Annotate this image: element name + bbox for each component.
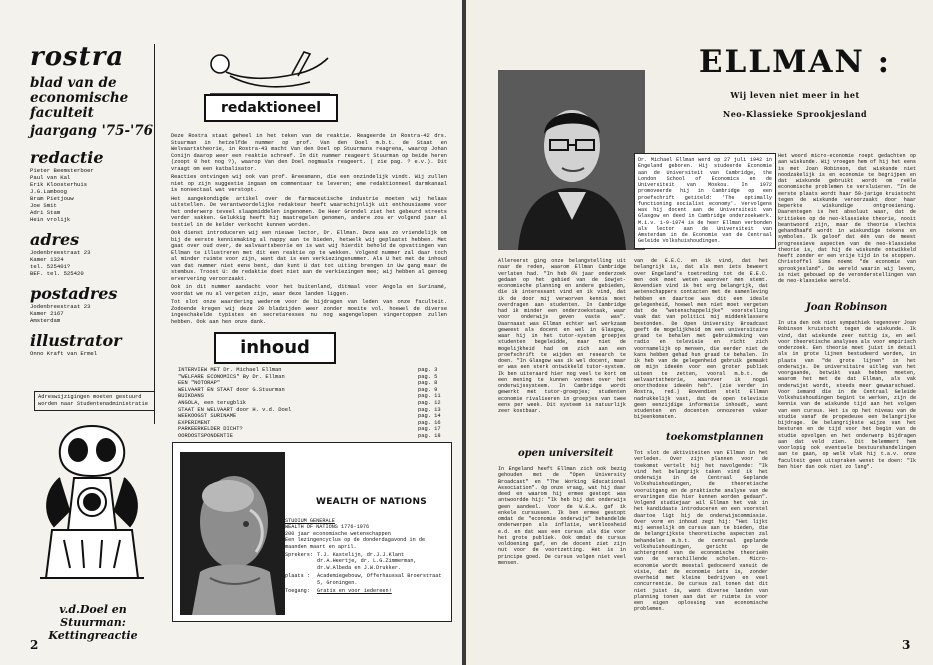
toc-entry[interactable]: "WELFARE ECONOMICS" By Dr. Ellman pag. 5 bbox=[178, 373, 438, 380]
postadres-block bbox=[30, 285, 154, 324]
right-page bbox=[466, 0, 933, 665]
column-3-top: Het woord micro-economie roept gedachten op aan wiskunde. Wij vroegen hem of hij het eens is met Joan Robinson, dat wiskunde niet noodzakelijk is en economie te begrijpen en dat wiskunde gebruikt wordt om reële economische problemen te versluieren. "In de eerste plaats wordt haar 50-jarige kruistocht tegen de wiskunde veroorzaakt door haar beperkte wiskundige ontgroeiening. Daarentegen is het absoluut waar, dat de kritieken op de neo-klassieke theorie, nooit beantwoord zijn, maar de theorie slechts gehandhaafd wordt in wiskundige tekens en symbolen. Ik geloof dat één van de meest progressieve aspecten van de neo-klassieke theorie is, dat hij de wiskunde ontwikkeld heeft zonder er een vrije tijd in te stoppen. Christoffel Sims noemt "de economie van sprookjesland". De wereld waarin wij leven, is niet gebouwd op de veronderstellingen van de neo-klassieke wereld. bbox=[778, 153, 916, 284]
page-number-right: 3 bbox=[902, 638, 911, 652]
adres-block bbox=[30, 231, 154, 277]
adres-line: Kamer 1324 bbox=[30, 256, 64, 263]
postadres-heading: postadres bbox=[30, 284, 118, 303]
redactie-block bbox=[30, 149, 154, 223]
masthead-title: rostra bbox=[30, 42, 125, 72]
won-subtitle: WEALTH OF NATIONS 1776-1976 bbox=[285, 524, 370, 531]
redactie-member: Adri Stam bbox=[30, 209, 61, 216]
redactie-heading: redactie bbox=[30, 148, 104, 167]
won-entry-label: Toegang: bbox=[285, 588, 310, 595]
article-subtitle bbox=[670, 86, 920, 124]
table-of-contents bbox=[178, 367, 448, 440]
redaktioneel-text bbox=[171, 133, 447, 325]
redaktioneel-paragraph: Reacties ontvingen wij ook van prof. Breesmann, die een onzindelijk vindt. Wij zullen niet op zijn suggestie ingaan om commentaar te leveren; eme redaktionneel darmkanaal is nonsectaal wat verstopt. bbox=[171, 174, 447, 193]
redactie-member: Erik Kloosterhuis bbox=[30, 181, 88, 188]
column-1-bottom: In Engeland heeft Ellman zich ook bezig gehouden met de "Open University Broadcast" en "The Working Educational Association". Op onze vraag, wat hij daar deed en waarom hij ermee gestopt was antwoordde hij: "Ik heb bij dat onderwijs geen aandeel. Voor de W.E.A. gaf ik enkele cursussen. Ik ben ermee gestopt omdat de "economie onderwijs" behandelde onderwerpen als inflatie, werkloosheid e.d. en dat was een cursus als die voor het grote publiek. Ook omdat de cursus voldoening gaf, en de docent ziet zijn nut voor de voortzetting. Het is in principe goed. De cursus volgen niet veel mensen. bbox=[498, 466, 626, 566]
redactie-member: Bram Pietjouw bbox=[30, 195, 74, 202]
cartoon-caption: v.d.Doel en Stuurman: Kettingreactie bbox=[48, 603, 138, 642]
adres-line: BEF. tel. 525420 bbox=[30, 270, 84, 277]
masthead-line: faculteit bbox=[30, 105, 94, 121]
won-place: Academiegebouw, Offerhaussal Broerstraat 5, Groningen. bbox=[317, 573, 442, 586]
redactie-member: Hein vrolijk bbox=[30, 216, 71, 223]
masthead-subtitle bbox=[30, 76, 154, 139]
redactie-member: Joe Smit bbox=[30, 202, 57, 209]
reclining-figure-illustration bbox=[200, 44, 340, 98]
won-speakers: T.J. Kastelijn, dr.J.J.Klant dr.A.Heertje, dr. L.G.Zimmerman, dr.W.Albeda en J.W.Drukker. bbox=[317, 552, 417, 571]
toc-entry[interactable]: EXPERIMENT pag. 16 bbox=[178, 419, 441, 426]
adres-line: tel. 525401? bbox=[30, 263, 71, 270]
masthead bbox=[30, 44, 154, 357]
redaktioneel-paragraph: Ook in dit nummer aandacht voor het buitenland, ditmaal voor Angola en Surinamé, voordat we nu al vergeten zijn, waar deze landen liggen. bbox=[171, 284, 447, 297]
postadres-line: Amsterdam bbox=[30, 317, 61, 324]
illustrator-heading: illustrator bbox=[30, 331, 122, 350]
illustrator-name: Onno Kraft van Ermel bbox=[30, 350, 98, 357]
won-entry: Gratis en voor iedereen! bbox=[317, 588, 392, 595]
column-3-bottom: In uta den ook niet sympathiek tegenover Joan Robinson kruistocht tegen de wiskunde. Ik vind, dat wiskunde zeer nuttig is, en wel voor theoretische analyses als voor empirisch onderzoek. Een theorie moet juist in detail als in grote lijnen bestudeerd worden, in plaats van "de grote lijnen" in het onderwijs. De universitaire uitleg van het voorgaande, betwikt vaak hebben moeten, waarom het met de dat Ellman, als vak onderwijst wordt, steeds meer gewaarschuwd. Voor iemand die in de Centraal Geleide Volkshuishoudingen begint te werken, zijn de kennis van de wiskunde tijd aan het volgen van een cursus. Het is op het niveau van de studie vanaf de propedeuse een belangrijke bijdrage. De belangrijkste wijze van het besturen en de tijd voor het begin van de studie opvolgen en het onderwerp bijdragen aan dat veld zien. Dit belemmert hem voorlopig ook eventuele bestuurshandelingen aan te gaan, op welk vlak hij t.a.v. onze faculteit geen uitspraken wenst te doen: "Ik ben hier dan ook niet zo lang". bbox=[778, 320, 916, 470]
toc-entry[interactable]: INTERVIEW MET Dr. Michael Ellman pag. 3 bbox=[178, 367, 438, 373]
wealth-of-nations-text bbox=[285, 518, 447, 594]
column-2-top: van de E.E.C. en ik vind, dat het belangrijk is, dat als men iets beweert over Engeland's toetreding tot de E.E.C. men ook moet weten waarover men stemt. Bovendien vind ik het erg belangrijk, dat wetenschappers contacten met de samenleving hebben en daartoe was dit een ideale gelegenheid, hoewel men niet moet vergeten dat de "wetenschappelijke" voorstelling vaak dat van politici mij middenklassere bestonden. De Open University Broadcast geeft de mogelijkheid om een universitaire graad te behalen met gebruikmaking van radio en televisie en richt zich voornamelijk op mensen, die eerder niet de kans hebben gehad hun graad te behalen. In ik heb van de gelegenheid gebruik gemaakt om mijn ideeën voor een groter publiek uiteen te zetten, vooral m.b.t. de welvaartstheorie, waarover ik nogal onorthodoxe ideeën heb". (zie verder in Rostra, red.) Bovendien stelt Ellman nadrukkelijk vast, dat de open televisie geen eenzijdige informatie inhoudt, want studenten en docenten onnozeren vaker bijeenkomsten. bbox=[634, 258, 768, 421]
masthead-line: jaargang '75-'76 bbox=[30, 123, 154, 139]
bio-box: Dr. Michael Ellman werd op 27 juli 1942 in Engeland geboren. Hij studeerde Economie aan de Universiteit van Cambridge, the London School of Economics en de Universiteit van Moskou. In 1972 promoveerde hij in Cambridge op een proefschrift getiteld: 'The optimally functioning socialist economy'. Vervolgens was hij docent aan de Universiteit van Glasgow en deed in Cambridge onderzoekwerk. M.i.v. 1-9-1974 is de heer Ellman verbonden als lector aan de Universiteit van Amsterdam in de Economie van de Centraal Geleide Volkshuishoudingen. bbox=[634, 153, 776, 249]
open-universiteit-heading: open universiteit bbox=[518, 448, 614, 459]
column-2-bottom: Tot slot de aktiviteiten van Ellman in het verleden. Over zijn plannen voor de toekomst vertelt hij het navolgende: "Ik vind het belangrijk taken vind ik het onderwijs in de Centraal Geplande Volkshuishoudingen, de theoretische vooruitgang en de praktische analyse van de ervaringen die hier kunnen worden gedaan". Volgend studiejaar wil Ellman het vak in het kandidaats introduceren en een voorstel daartoe ligt bij de onderwijscommissie. Over vorm en inhoud zegt hij: "Het lijkt mij wenselijk om cursus aan te bieden, die de belangrijkste theoretische aspecten zal behandelen m.b.t. de centraal geplande volkshuishoudingen, gericht op de achtergrond van de economische theorieën van de verschillende scholen. Micro-economie wordt meestal gedoceerd vanuit de visie, dat de economie iets is, zonder overheid met kleine bedrijven en veel concurrentie. De cursus zal tonen dat dit niet juist is, want diverse landen van planning tonen aan dat er ruimte is voor een eigen oplossing van economische problemen. bbox=[634, 450, 768, 613]
won-place-label: plaats : bbox=[285, 573, 310, 580]
redaktioneel-paragraph: Tot slot onze waardering wederom voor de bijdragen van leden van onze faculteit. Zodoende kregen wij deze 20 bladzijden weer zonder moeite vol. hoewel de diverse ingeschakelde typistes en secretaresses nu nog wagengelopen vingertoppen zullen hebben. Ook aan hen onze dank. bbox=[171, 299, 447, 325]
article-subtitle-line: Wij leven niet meer in het bbox=[730, 90, 860, 100]
redactie-member: J.G.Lamboog bbox=[30, 188, 67, 195]
wealth-of-nations-title: WEALTH OF NATIONS bbox=[316, 497, 428, 507]
illustrator-block bbox=[30, 332, 154, 357]
toc-entry[interactable]: EEN "NOTORAP" pag. 8 bbox=[178, 380, 438, 387]
redaktioneel-paragraph: Deze Rostra staat geheel in het teken van de reaktie. Reageerde in Rostra-42 drs. Stuurman in hetzelfde nummer op prof. Van den Doel m.b.t. de Staat en Welvaartstheorie, in Rostra-43 macht Van den Doel op Stuurmans reagrena, waarop Johan Conijn daarop weer een reaktie schreef. In dit nummer reageert Stuurman op beide heren (zoopt 0 het nog ?), waarop Van den Doel nogmaals reageert. ( zie pag. ? e.v.). Dit vraagt om een katbalisator. bbox=[171, 133, 447, 172]
article-title: ELLMAN : bbox=[698, 44, 892, 80]
redaktioneel-paragraph: Het aangekondigde artikel over de farmaceutische industrie moeten wij helaas uitstellen. De verantwoordelijke redakteur heeft waarschijnlijk uit enthousiasme voor het onderwerp teveel slaapmiddelen ingenomen. De Heer Grondel ziet het gebeurd streets verder sakken. Gelukkig heeft hij maatregelen genomen, andere zou er volgend jaar al textiel in de kelder verkocht kunnen worden. bbox=[171, 195, 447, 228]
postadres-line: Kamer 2167 bbox=[30, 310, 64, 317]
adres-line: Jodenbreestraat 23 bbox=[30, 249, 91, 256]
adres-heading: adres bbox=[30, 230, 80, 249]
won-line: Een lezingencyclus op de donderdagavond in de maanden maart en april. bbox=[285, 537, 426, 550]
redaktioneel-banner: redaktioneel bbox=[204, 94, 338, 122]
column-divider bbox=[154, 44, 155, 424]
redactie-member: Pieter Beemsterboer bbox=[30, 167, 94, 174]
left-page bbox=[0, 0, 462, 665]
won-speakers-label: Sprekers: bbox=[285, 552, 314, 559]
toc-entry[interactable]: BUIKDANS pag. 11 bbox=[178, 393, 441, 400]
kettingreactie-cartoon bbox=[30, 418, 154, 600]
won-line: 200 jaar economische wetenschappen bbox=[285, 530, 391, 537]
page-number-left: 2 bbox=[30, 638, 39, 652]
adam-smith-bust-portrait bbox=[180, 452, 285, 615]
toc-entry[interactable]: OORDOSTSPONDENTIE pag. 18 bbox=[178, 432, 441, 439]
toc-entry[interactable]: WEEKOOGST SURINAME pag. 14 bbox=[178, 413, 441, 420]
toc-entry[interactable]: PARKEERKELDER DICHT? pag. 17 bbox=[178, 426, 441, 433]
postadres-line: Jodenbreestraat 23 bbox=[30, 303, 91, 310]
redactie-member: Paul van Kal bbox=[30, 174, 71, 181]
inhoud-banner: inhoud bbox=[214, 332, 336, 364]
toc-entry[interactable]: STAAT EN WELVAART door H. v.d. Doel pag. 13 bbox=[178, 406, 441, 413]
column-1-top: Allereerst ging onze belangstelling uit naar de reden, waarom Ellman Cambridge verlaten had. "In heb 6½ jaar onderzoek gedaan op het gebied van de Sowjet-economische planning en andere gebieden, die ik interessant vind en ik vind, dat ik de door mij verworven kennis moet overdragen aan studenten. In Cambridge had ik minder een onderzoekstaak, waar voor onderwijs geven vaste was". Daarnaast was Ellman echter wel werkzaam geweest als docent en wel in Glasgow, waar hij in het tutor-system groepjes studenten begeleidde, maar niet de mogelijkheid had om zich aan een proefschrift te wijden en research te doen. "In Glasgow was ik wel docent, maar er was een sterk ontwikkeld tutor-system. Ik ben uiteraard hier nog veel te kort om een mening te kunnen vormen over het onderwijssysteem. In Cambridge wordt gewerkt met tutor-groepjes; studenten economie rivaliseren in groepjes van twee eens per week. Dit systeem is natuurlijk zeer kostbaar. bbox=[498, 258, 626, 414]
article-subtitle-line: Neo-Klassieke Sprookjesland bbox=[722, 109, 868, 119]
masthead-line: economische bbox=[30, 90, 129, 106]
toc-entry[interactable]: ANGOLA, een terugblik pag. 12 bbox=[178, 399, 441, 406]
joan-robinson-heading: Joan Robinson bbox=[806, 302, 888, 313]
ellman-portrait-photo bbox=[498, 70, 645, 250]
address-notice: Adreswijzigingen moeten gestuurd worden naar Studentenadministratie bbox=[34, 391, 155, 411]
won-org: STUDIUM GENERALE bbox=[285, 518, 335, 524]
redaktioneel-paragraph: Ook dienst introduceren wij een nieuwe lector, Dr. Ellman. Deze was zo vriendelijk om bij de eerste kennismaking al nappy aan te bieden, hetwelk wij geplaatst hebben. Met gaat over oud over, de walvaartsbeorie en is wat wij hierdit behold de opvattingen van Ellman te illustreren met dit een reaktie op te wekken. Volgend nummer zal daar toch al minder ruimte voor zijn, want dat is een verkiezingsnummer. Als U het met de inhoud van dat nummer niet eens bent, dan kunt U dat tot uiting brengen in Uw gang maar de stembus. Troost U: de redaktie doet niet aan de verkiezingen mee; wij hebben al genoeg erververing veroorzaakt. bbox=[171, 230, 447, 282]
toekomstplannen-heading: toekomstplannen bbox=[666, 432, 764, 443]
toc-entry[interactable]: WELVAART EN STAAT door G.Stuurman pag. 9 bbox=[178, 386, 438, 393]
masthead-line: blad van de bbox=[30, 75, 117, 91]
